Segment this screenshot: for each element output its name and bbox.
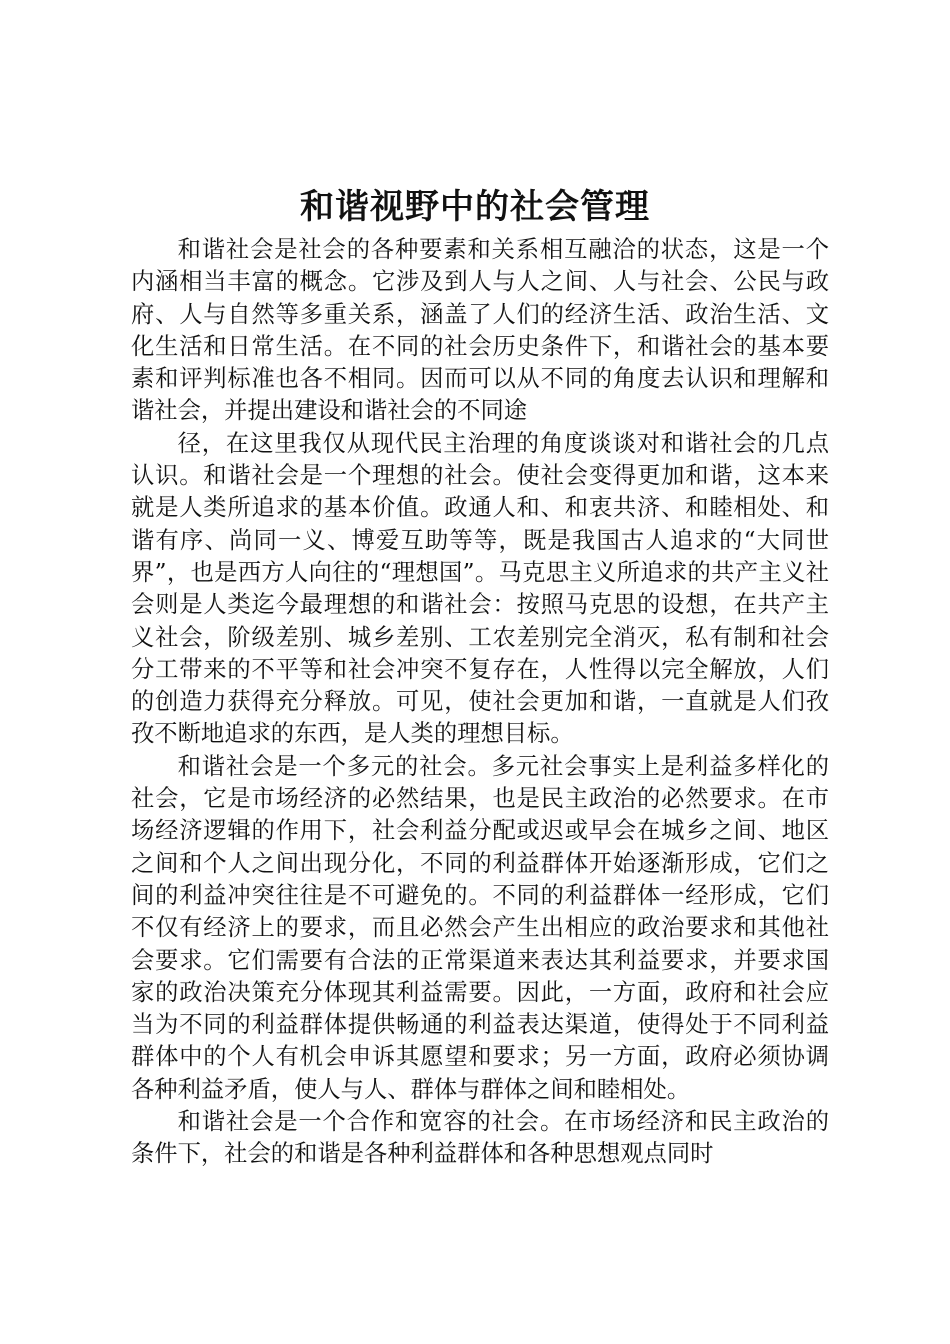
paragraph-2: 径，在这里我仅从现代民主治理的角度谈谈对和谐社会的几点认识。和谐社会是一个理想的社会。使社会变得更加和谐，这本来就是人类所追求的基本价值。政通人和、和衷共济、和睦相处、和谐有序、尚同一义、博爱互助等等，既是我国古人追求的“大同世界”，也是西方人向往的“理想国”。马克思主义所追求的共产主义社会则是人类迄今最理想的和谐社会：按照马克思的设想，在共产主义社会，阶级差别、城乡差别、工农差别完全消灭，私有制和社会分工带来的不平等和社会冲突不复存在，人性得以完全解放，人们的创造力获得充分释放。可见，使社会更加和谐，一直就是人们孜孜不断地追求的东西，是人类的理想目标。 [131, 429, 829, 748]
paragraph-3: 和谐社会是一个多元的社会。多元社会事实上是利益多样化的社会，它是市场经济的必然结果，也是民主政治的必然要求。在市场经济逻辑的作用下，社会利益分配或迟或早会在城乡之间、地区之间和个人之间出现分化，不同的利益群体开始逐渐形成，它们之间的利益冲突往往是不可避免的。不同的利益群体一经形成，它们不仅有经济上的要求，而且必然会产生出相应的政治要求和其他社会要求。它们需要有合法的正常渠道来表达其利益要求，并要求国家的政治决策充分体现其利益需要。因此，一方面，政府和社会应当为不同的利益群体提供畅通的利益表达渠道，使得处于不同利益群体中的个人有机会申诉其愿望和要求；另一方面，政府必须协调各种利益矛盾，使人与人、群体与群体之间和睦相处。 [131, 752, 829, 1103]
document-title: 和谐视野中的社会管理 [300, 187, 650, 227]
paragraph-1: 和谐社会是社会的各种要素和关系相互融洽的状态，这是一个内涵相当丰富的概念。它涉及到人与人之间、人与社会、公民与政府、人与自然等多重关系，涵盖了人们的经济生活、政治生活、文化生活和日常生活。在不同的社会历史条件下，和谐社会的基本要素和评判标准也各不相同。因而可以从不同的角度去认识和理解和谐社会，并提出建设和谐社会的不同途 [131, 236, 829, 425]
document-body [131, 234, 829, 1171]
paragraph-4: 和谐社会是一个合作和宽容的社会。在市场经济和民主政治的条件下，社会的和谐是各种利益群体和各种思想观点同时 [131, 1108, 829, 1168]
